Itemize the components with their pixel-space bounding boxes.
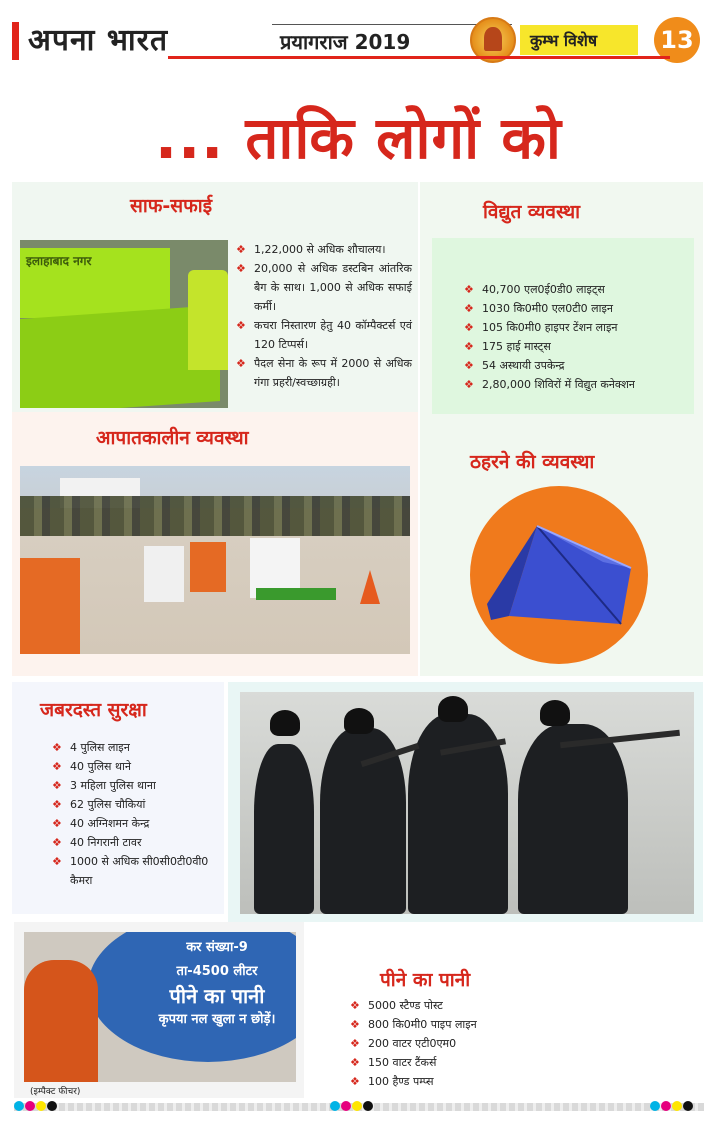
stay-title: ठहरने की व्यवस्था [470,451,595,473]
list-item: ❖ कचरा निस्तारण हेतु 40 कॉम्पैक्टर्स एवं 120 टिप्पर्स। [236,316,412,354]
registration-marks-left [14,1101,57,1113]
masthead-title: अपना भारत [28,23,169,58]
list-item: ❖ 200 वाटर एटी0एम0 [350,1034,550,1053]
list-item: ❖ 150 वाटर टैंकर्स [350,1053,550,1072]
sanitation-title: साफ-सफाई [130,195,213,217]
rescue-drill-photo [20,466,410,654]
tank-signage-line: ता-4500 लीटर [176,964,258,979]
list-item: ❖ 62 पुलिस चौकियां [52,795,222,814]
crowd-shape [20,496,410,536]
list-item: ❖ 4 पुलिस लाइन [52,738,222,757]
helmet-shape [540,700,570,726]
rescuer-figure [20,558,80,654]
page-headline: ... ताकि लोगों को [155,104,562,172]
emergency-title: आपातकालीन व्यवस्था [96,427,249,449]
list-item: ❖ 5000 स्टैण्ड पोस्ट [350,996,550,1015]
security-list [52,738,222,890]
registration-marks-center [330,1101,373,1113]
list-item: ❖ पैदल सेना के रूप में 2000 से अधिक गंगा प्रहरी/स्वच्छाग्रही। [236,354,412,392]
page-header [0,0,717,64]
commando-figure [254,744,314,914]
list-item: ❖ 54 अस्थायी उपकेन्द्र [464,356,694,375]
list-item: ❖ 2,80,000 शिविरों में विद्युत कनेक्शन [464,375,694,394]
sanitation-list [236,240,412,392]
list-item: ❖ 1030 कि0मी0 एल0टी0 लाइन [464,299,694,318]
edition-city-year: प्रयागराज 2019 [280,30,411,54]
header-rule [168,56,670,59]
list-item: ❖ 40 निगरानी टावर [52,833,222,852]
list-item: ❖ 100 हैण्ड पम्प्स [350,1072,550,1091]
impact-feature-caption: (इम्पैक्ट फीचर) [30,1087,81,1097]
list-item: ❖ 1000 से अधिक सी0सी0टी0वी0 कैमरा [52,852,222,890]
sanitation-worker-figure [188,270,228,370]
water-tank-photo [24,932,296,1082]
masthead-accent-bar [12,22,19,60]
list-item: ❖ 1,22,000 से अधिक शौचालय। [236,240,412,259]
list-item: ❖ 175 हाई मास्ट्स [464,337,694,356]
helmet-shape [438,696,468,722]
rescuer-figure [190,542,226,592]
commandos-photo [240,692,694,914]
water-tank-signage [132,936,296,1032]
dustbins-photo [20,240,228,408]
electricity-list [464,280,694,394]
security-title: जबरदस्त सुरक्षा [40,699,147,721]
water-list [350,996,550,1091]
dustbin-photo-text: इलाहाबाद नगर [26,254,92,268]
tank-signage-line: पीने का पानी [169,984,265,1008]
traffic-cone-icon [360,570,380,604]
list-item: ❖ 40,700 एल0ई0डी0 लाइट्स [464,280,694,299]
special-section-label: कुम्भ विशेष [520,25,638,55]
list-item: ❖ 3 महिला पुलिस थाना [52,776,222,795]
tank-signage-line: कृपया नल खुला न छोड़ें। [158,1012,276,1027]
list-item: ❖ 105 कि0मी0 हाइपर टेंशन लाइन [464,318,694,337]
tank-signage-line: कर संख्या-9 [186,940,248,955]
rescuer-figure [144,546,184,602]
water-title: पीने का पानी [380,969,471,991]
commando-figure [518,724,628,914]
stretcher-shape [256,588,336,600]
helmet-shape [270,710,300,736]
list-item: ❖ 20,000 से अधिक डस्टबिन आंतरिक बैग के साथ। 1,000 से अधिक सफाई कर्मी। [236,259,412,316]
list-item: ❖ 40 अग्निशमन केन्द्र [52,814,222,833]
page-number-badge: 13 [654,17,700,63]
person-figure [24,960,98,1082]
electricity-title: विद्युत व्यवस्था [483,201,581,223]
list-item: ❖ 40 पुलिस थाने [52,757,222,776]
helmet-shape [344,708,374,734]
list-item: ❖ 800 कि0मी0 पाइप लाइन [350,1015,550,1034]
registration-marks-right [650,1101,693,1113]
tent-icon [483,520,639,640]
